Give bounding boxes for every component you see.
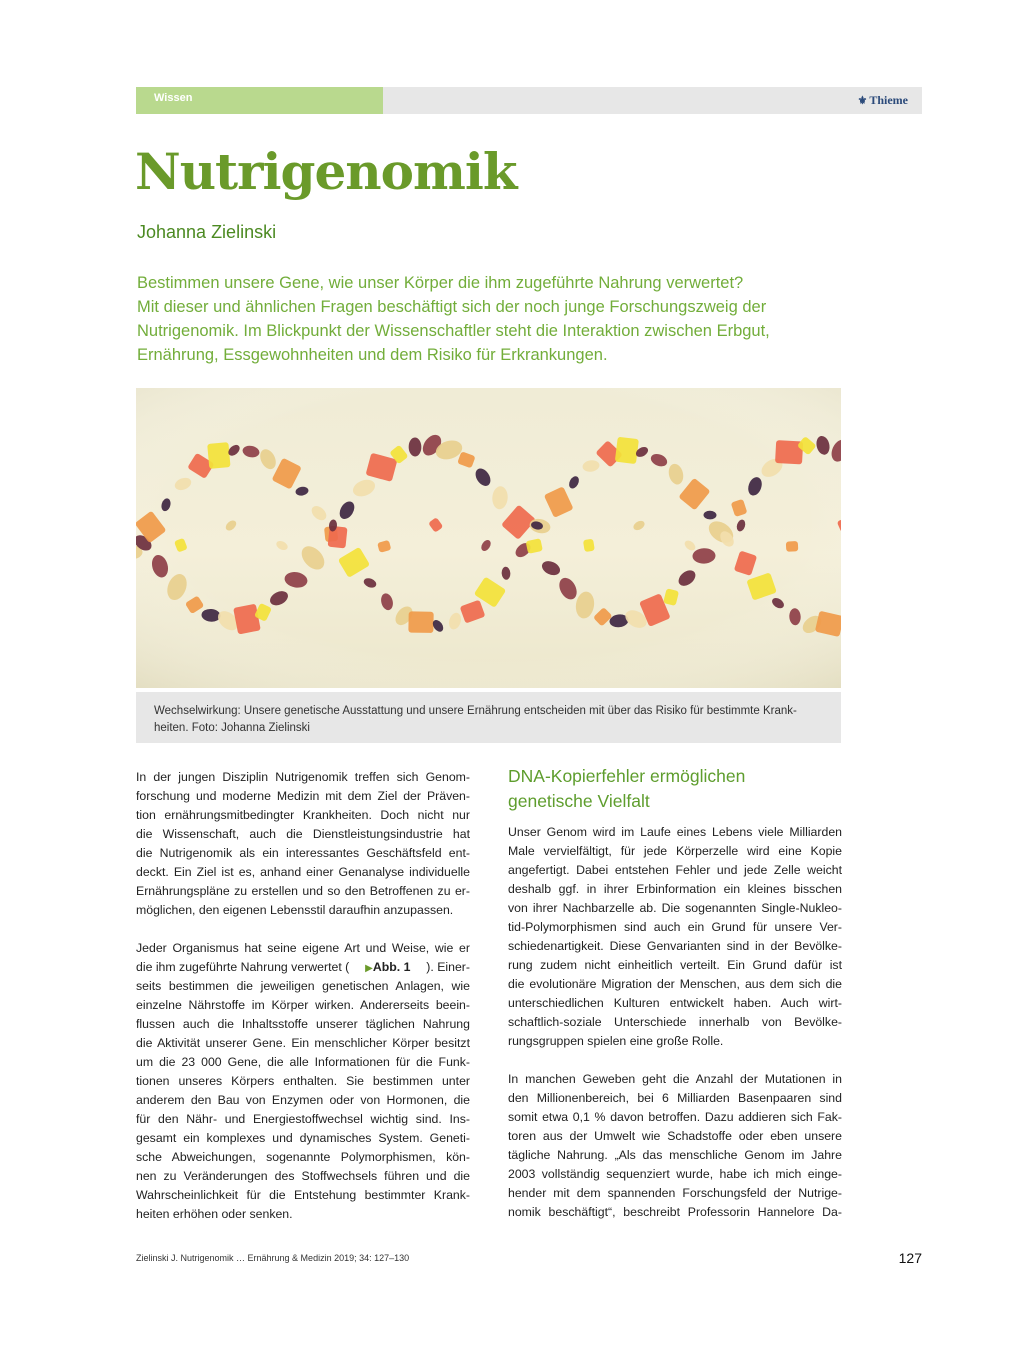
dna-helix-illustration (136, 388, 841, 688)
text-line: rung zudem nicht einheitlich verteilt. Ein Grund dafür ist (508, 958, 842, 972)
text-line: 2003 vollständig sequenziert wurde, habe ich mich einge- (508, 1167, 842, 1181)
lead-line: Ernährung, Essgewohnheiten und dem Risiko für Erkrankungen. (137, 346, 608, 364)
citation-footer: Zielinski J. Nutrigenomik … Ernährung & Medizin 2019; 34: 127–130 (136, 1253, 410, 1263)
publisher-logo (857, 93, 908, 108)
lead-line: Mit dieser und ähnlichen Fragen beschäftigt sich der noch junge Forschungszweig der (137, 298, 767, 316)
text-line: nen zu Veränderungen des Stoffwechsels führen und die (136, 1169, 470, 1183)
text-line: In der jungen Disziplin Nutrigenomik treffen sich Genom- (136, 770, 470, 784)
text-line: flussen auch die Inhaltsstoffe unserer täglichen Nahrung (136, 1017, 470, 1031)
section-tag-label: Wissen (154, 92, 193, 104)
text-line: somit etwa 0,1 % davon betroffen. Dazu addieren sich Fak- (508, 1110, 842, 1124)
text-line: gesamt ein komplexes und dynamisches System. Geneti- (136, 1131, 470, 1145)
text-line: Wahrscheinlichkeit für die Entstehung bestimmter Krank- (136, 1188, 470, 1202)
text-line: die Nutrigenomik als ein interessantes Geschäftsfeld ent- (136, 846, 470, 860)
section-tag (136, 87, 383, 114)
page-number: 127 (898, 1250, 922, 1266)
subheading-line: genetische Vielfalt (508, 791, 650, 811)
text-line: die evolutionäre Migration der Menschen, aus dem sich die (508, 977, 842, 991)
article-title: Nutrigenomik (135, 142, 517, 201)
text-line: Ernährungspläne zu erstellen und so den Betroffenen zu er- (136, 884, 470, 898)
section-header-bar (136, 87, 922, 114)
text-line-with-figure-ref (136, 958, 470, 977)
papaya-piece (786, 541, 799, 552)
arrow-right-icon: ▶ (365, 963, 373, 974)
text-line: unterschiedlichen Kulturen entwickelt haben. Auch wirt- (508, 996, 842, 1010)
text-line: die Aktivität unserer Gene. Ein menschlicher Körper besitzt (136, 1036, 470, 1050)
thieme-logo-icon: ⚜ (857, 95, 868, 107)
publisher-name: Thieme (869, 93, 908, 107)
figure-ref-label: Abb. 1 (372, 960, 411, 974)
text-line: möglichen, den eigenen Lebensstil daraufhin anzupassen. (136, 903, 454, 917)
text-line: tionen unseres Körpers enthalten. Sie bestimmen unter (136, 1074, 470, 1088)
text-line: heiten erhöhen oder senken. (136, 1207, 293, 1221)
text-line: Male vervielfältigt, für jede Körperzelle wird eine Kopie (508, 844, 842, 858)
text-line: um die 23 000 Gene, die alle Informationen für die Funk- (136, 1055, 470, 1069)
text-line: sche Abweichungen, sogenannte Polymorphismen, kön- (136, 1150, 470, 1164)
text-line: für den Nähr- und Energiestoffwechsel wichtig sind. Ins- (136, 1112, 470, 1126)
text-line: angefertigt. Dabei entstehen Fehler und jede Zelle weicht (508, 863, 842, 877)
subheading-line: DNA-Kopierfehler ermöglichen (508, 766, 746, 786)
text-line: von ihrer Nachbarzelle ab. Die sogenannten Single-Nukleo- (508, 901, 842, 915)
lead-line: Bestimmen unsere Gene, wie unser Körper die ihm zugeführte Nahrung verwertet? (137, 274, 744, 292)
text-line: Unser Genom wird im Laufe eines Lebens viele Milliarden (508, 825, 842, 839)
section-subheading (508, 764, 842, 814)
pineapple-piece (583, 539, 595, 552)
left-column (136, 768, 470, 1224)
right-column (508, 768, 842, 1222)
caption-line: heiten. Foto: Johanna Zielinski (154, 722, 310, 734)
text-line: den Millionenbereich, bei 6 Milliarden Basenpaaren sind (508, 1091, 842, 1105)
text-line: schiedenartigkeit. Diese Genvarianten sind in der Bevölke- (508, 939, 842, 953)
text-line: nomik beschäftigt“, beschreibt Professorin Hannelore Da- (508, 1205, 842, 1219)
article-author: Johanna Zielinski (137, 222, 277, 242)
text-line: einzelne Nährstoffe im Körper wirken. Andererseits beein- (136, 998, 470, 1012)
caption-line: Wechselwirkung: Unsere genetische Ausstattung und unsere Ernährung entscheiden mit über das Risiko für bestimmte Krank- (154, 705, 797, 717)
text-fragment: die ihm zugeführte Nahrung verwertet ( (136, 960, 350, 974)
text-line: deckt. Ein Ziel ist es, anhand einer Genanalyse individuelle (136, 865, 470, 879)
text-line: toren aus der Umwelt wie Schadstoffe oder eben unsere (508, 1129, 842, 1143)
text-line: tid-Polymorphismen sind auch ein Grund für unsere Ver- (508, 920, 842, 934)
text-line: In manchen Geweben geht die Anzahl der Mutationen in (508, 1072, 842, 1086)
text-line: hender mit dem spannenden Forschungsfeld der Nutrige- (508, 1186, 842, 1200)
pineapple-piece (207, 442, 230, 469)
text-line: tägliche Nahrung. „Als das menschliche Genom im Jahre (508, 1148, 842, 1162)
text-fragment: ). Einer- (426, 960, 470, 974)
article-lead (137, 271, 837, 367)
text-line: tion ernährungsmitbedingter Krankheiten. Doch nicht nur (136, 808, 470, 822)
papaya-piece (408, 611, 433, 633)
text-line: anderem den Bau von Enzymen oder von Hormonen, die (136, 1093, 470, 1107)
lead-line: Nutrigenomik. Im Blickpunkt der Wissenschaftler steht die Interaktion zwischen Erbgut, (137, 322, 770, 340)
text-line: schaftlich-soziale Unterschiede innerhalb von Bevölke- (508, 1015, 842, 1029)
dna-food-photo (136, 388, 841, 688)
text-line: seits bestimmen die jeweiligen genetischen Anlagen, wie (136, 979, 470, 993)
text-line: deshalb ggf. in ihrer Erbinformation ein kleines bisschen (508, 882, 842, 896)
pineapple-piece (615, 437, 639, 464)
figure-caption (136, 692, 841, 743)
text-line: forschung und moderne Medizin mit dem Ziel der Präven- (136, 789, 470, 803)
text-line: die Wissenschaft, auch die Dienstleistungsindustrie hat (136, 827, 470, 841)
figure-ref-link[interactable] (365, 958, 410, 977)
text-line: rungsgruppen spielen eine große Rolle. (508, 1034, 724, 1048)
text-line: Jeder Organismus hat seine eigene Art und Weise, wie er (136, 941, 470, 955)
